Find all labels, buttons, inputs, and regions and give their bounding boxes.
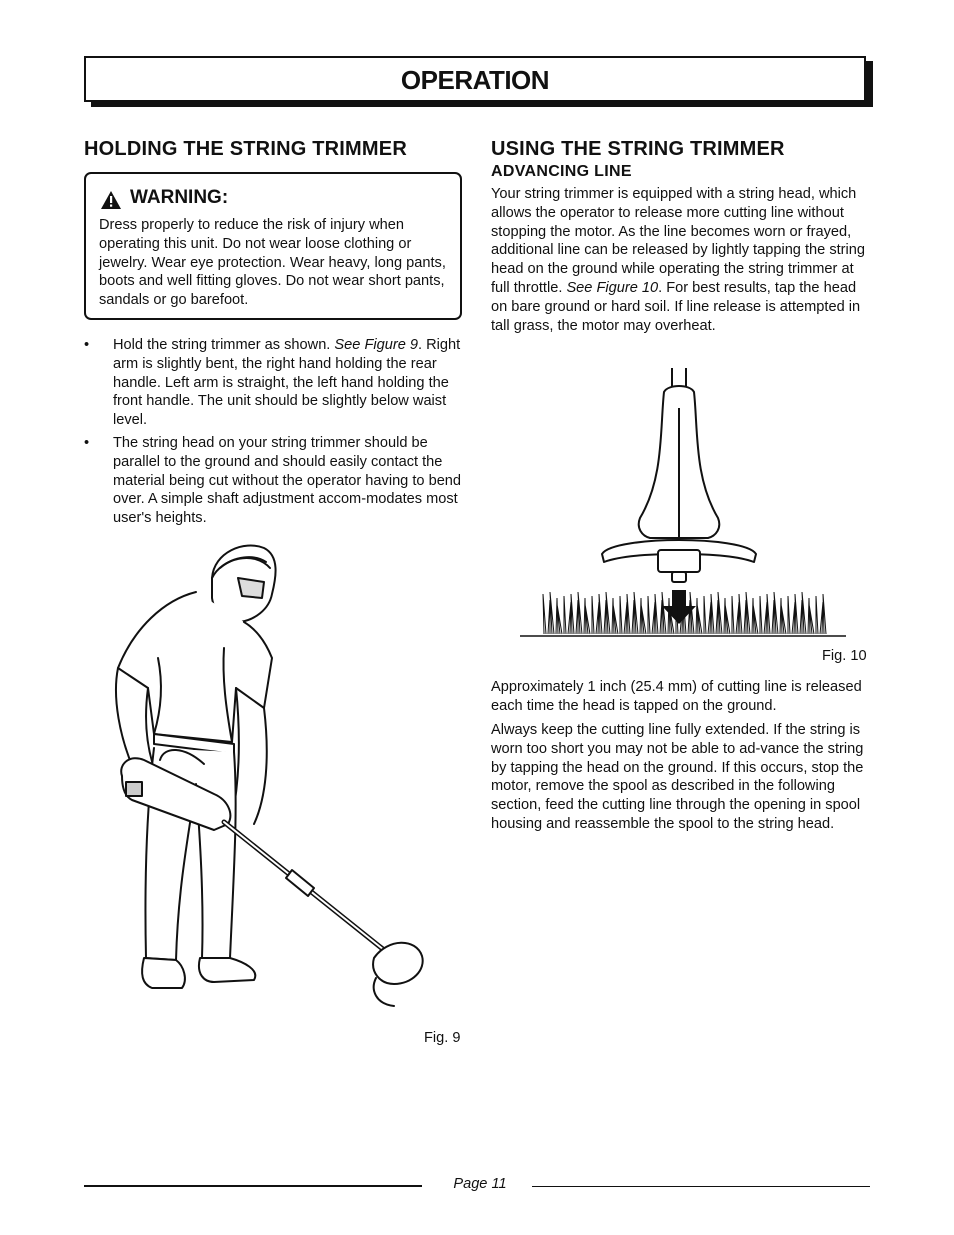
figure-10-illustration	[518, 368, 848, 638]
line-release-paragraph: Approximately 1 inch (25.4 mm) of cutting line is released each time the head is tapped on the ground.	[491, 679, 862, 714]
warning-box	[84, 172, 462, 320]
right-subheading: ADVANCING LINE	[491, 163, 632, 180]
page-number: Page 11	[453, 1176, 507, 1192]
figure-ref: See Figure 9	[334, 337, 418, 353]
para1-text: Your string trimmer is equipped with a string head, which allows the operator to release more cutting line without stopping the motor. As the line becomes worn or frayed, additional line can be released by lightly tapping the string head on the ground while operating the string trimmer at full throttle.	[491, 186, 866, 296]
section-title: OPERATION	[400, 65, 550, 95]
figure-10-caption: Fig. 10	[822, 648, 867, 664]
bullet-item-1	[113, 336, 465, 430]
bullet-marker: •	[84, 435, 90, 451]
figure-ref: See Figure 10	[566, 279, 659, 296]
right-heading: USING THE STRING TRIMMER	[491, 138, 785, 160]
warning-text: Dress properly to reduce the risk of injury when operating this unit. Do not wear loose clothing or jewelry. Wear eye protection. Wear heavy, long pants, boots and well fitting gloves. Do not wear short pants, sandals or go barefoot.	[99, 217, 446, 309]
section-header	[84, 56, 866, 102]
figure-9-illustration	[104, 538, 474, 1008]
footer-rule-left	[84, 1185, 422, 1187]
warning-title: WARNING:	[130, 187, 229, 208]
bullet-item-2: The string head on your string trimmer should be parallel to the ground and should easily contact the material being cut without the operator having to bend over. A simple shaft adjustment accom-modates most user's heights.	[113, 435, 462, 527]
keep-line-extended-paragraph: Always keep the cutting line fully extended. If the string is worn too short you may not be able to ad-vance the string by tapping the head on the ground. If this occurs, stop the motor, remove the spool as described in the following section, feed the cutting line through the opening in spool housing and reassemble the spool to the string head.	[491, 722, 864, 832]
bullet-marker: •	[84, 337, 90, 353]
para1-text-cont: . For best results, tap the head on bare ground or hard soil. If line release is attempted in tall grass, the motor may overheat.	[491, 279, 861, 334]
footer-rule-right	[532, 1186, 870, 1187]
advancing-line-paragraph	[491, 185, 875, 335]
warning-triangle-icon	[100, 190, 122, 210]
figure-9-caption: Fig. 9	[424, 1030, 461, 1046]
left-heading: HOLDING THE STRING TRIMMER	[84, 138, 407, 160]
bullet-1-text-cont: . Right arm is slightly bent, the right hand holding the rear handle. Left arm is straight, the left hand holding the front handle. The unit should be slightly below waist level.	[113, 337, 461, 429]
bullet-1-text: Hold the string trimmer as shown.	[113, 337, 335, 353]
